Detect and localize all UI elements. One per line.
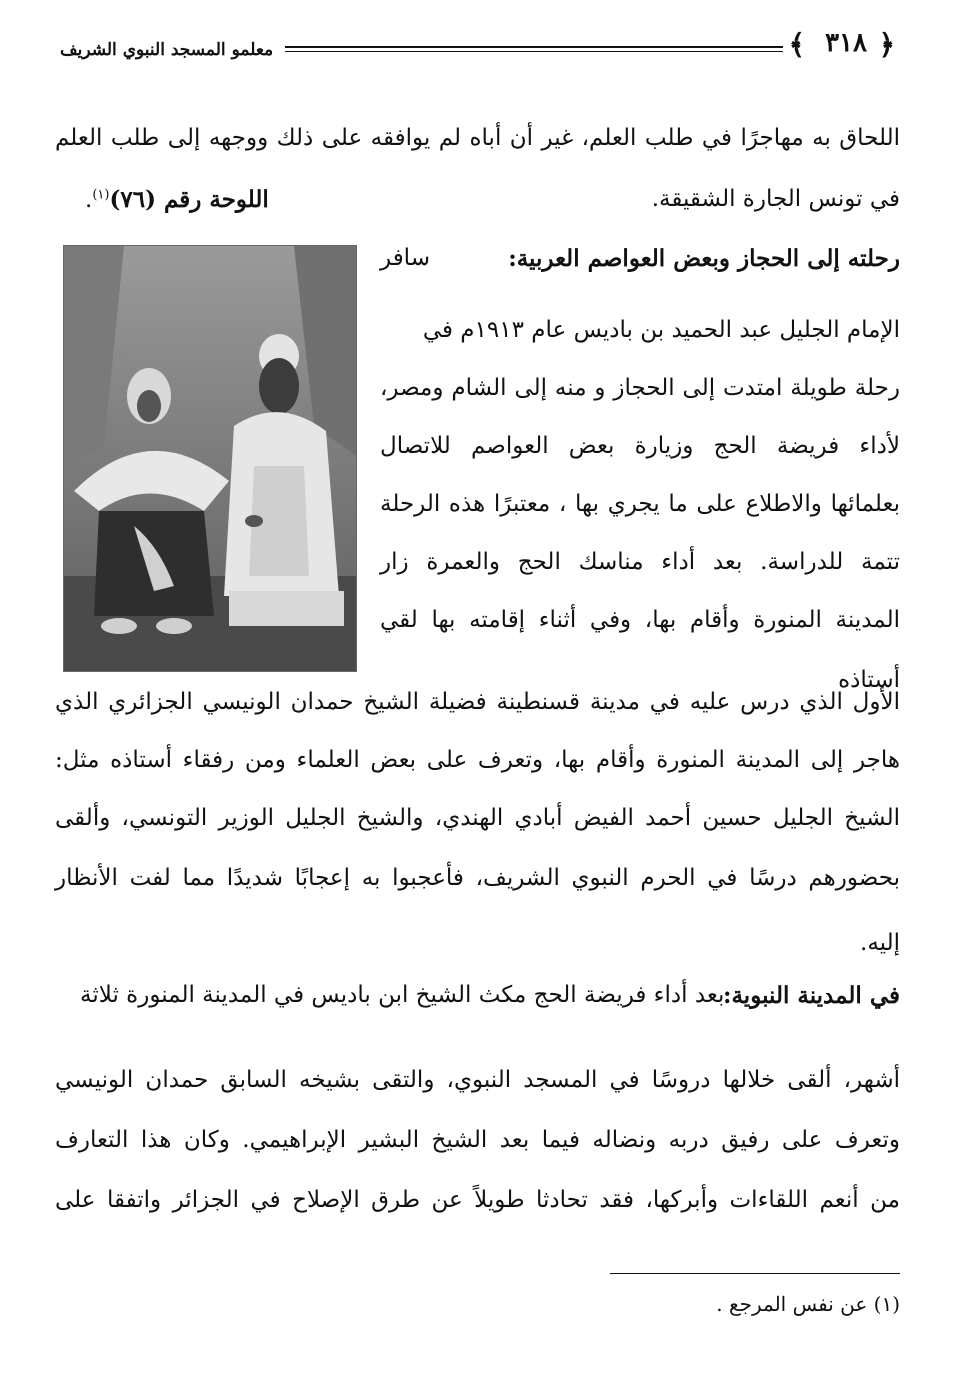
intro-line-2: في تونس الجارة الشقيقة.	[651, 186, 900, 212]
photo-two-men-icon	[64, 246, 356, 671]
section-hijaz-heading: رحلته إلى الحجاز وبعض العواصم العربية:	[508, 245, 900, 272]
section-hijaz-line-1: الإمام الجليل عبد الحميد بن باديس عام ١٩١٣م في	[422, 317, 900, 343]
section-hijaz-line-2: رحلة طويلة امتدت إلى الحجاز و منه إلى الشام ومصر،	[380, 375, 900, 401]
page-number-bracket-left: ﴾	[788, 28, 805, 61]
section-madina-line-0: بعد أداء فريضة الحج مكث الشيخ ابن باديس في المدينة المنورة ثلاثة	[80, 982, 725, 1008]
plate-reference	[85, 186, 269, 213]
page-number: ٣١٨	[825, 28, 867, 58]
section-hijaz-full-line-4: إليه.	[860, 930, 900, 956]
section-hijaz-line-0: سافر	[380, 245, 430, 271]
page-number-bracket-right: ﴿	[878, 28, 895, 61]
section-madina-heading: في المدينة النبوية:	[722, 982, 900, 1009]
section-hijaz-line-4: بعلمائها والاطلاع على ما يجري بها ، معتبرًا هذه الرحلة	[380, 491, 900, 517]
section-hijaz-line-6: المدينة المنورة وأقام بها، وفي أثناء إقامته بها لقي أستاذه	[380, 607, 900, 693]
section-hijaz-full-line-2: الشيخ الجليل حسين أحمد الفيض أبادي الهندي، والشيخ الجليل الوزير التونسي، وألقى	[55, 805, 900, 831]
section-hijaz-first-line	[508, 245, 900, 272]
section-madina-line-2: وتعرف على رفيق دربه ونضاله فيما بعد الشيخ البشير الإبراهيمي. وكان هذا التعارف	[55, 1127, 900, 1153]
plate-trail: .	[85, 187, 93, 213]
section-hijaz-full-line-0: الأول الذي درس عليه في مدينة قسنطينة فضيلة الشيخ حمدان الونيسي الجزائري الذي	[55, 689, 900, 715]
section-hijaz-line-3: لأداء فريضة الحج وزيارة بعض العواصم للاتصال	[380, 433, 900, 459]
header-rule	[285, 46, 783, 52]
section-hijaz-full-line-1: هاجر إلى المدينة المنورة وأقام بها، وتعرف على بعض العلماء ومن رفقاء أستاذه مثل:	[55, 747, 900, 773]
section-madina-line-1: أشهر، ألقى خلالها دروسًا في المسجد النبوي، والتقى بشيخه السابق حمدان الونيسي	[55, 1067, 900, 1093]
footnote-marker: (١)	[92, 187, 110, 203]
section-hijaz-line-5: تتمة للدراسة. بعد أداء مناسك الحج والعمرة زار	[380, 549, 900, 575]
historical-photo	[63, 245, 357, 672]
section-hijaz-full-line-3: بحضورهم درسًا في الحرم النبوي الشريف، فأعجبوا به إعجابًا شديدًا مما لفت الأنظار	[55, 865, 900, 891]
section-madina-line-3: من أنعم اللقاءات وأبركها، فقد تحادثا طويلاً عن طرق الإصلاح في الجزائر واتفقا على	[55, 1187, 900, 1213]
running-title: معلمو المسجد النبوي الشريف	[60, 40, 274, 60]
plate-label: اللوحة رقم (٧٦)	[109, 186, 269, 213]
footnote-rule	[610, 1273, 900, 1274]
footnote-text: (١) عن نفس المرجع .	[716, 1292, 900, 1316]
running-header	[60, 26, 895, 70]
intro-line-1: اللحاق به مهاجرًا في طلب العلم، غير أن أباه لم يوافقه على ذلك ووجهه إلى طلب العلم	[55, 125, 900, 151]
